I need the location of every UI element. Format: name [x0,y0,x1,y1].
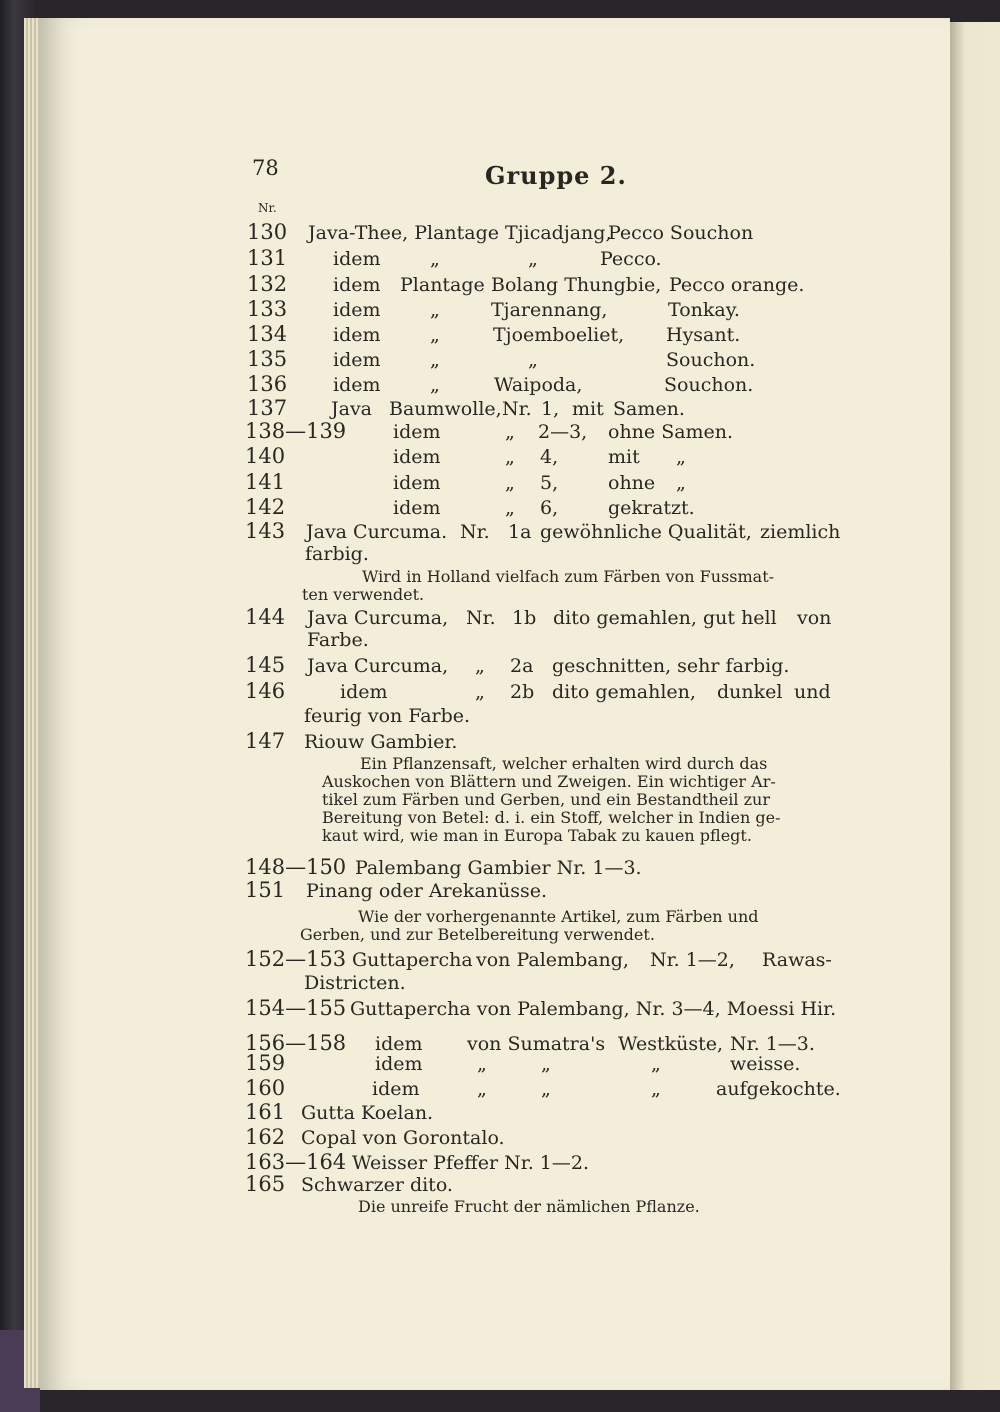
entry-text: Westküste, [618,1033,724,1055]
entry-text: geschnitten, sehr farbig. [552,655,790,677]
entry-text: mit [572,398,604,420]
entry-text: Pinang oder Arekanüsse. [306,880,547,902]
entry-number: 159 [245,1051,286,1075]
entry-text: Nr. [502,398,532,420]
entry-number: 143 [245,519,286,543]
entry-text: Samen. [613,398,685,420]
entry-number: 162 [245,1125,286,1149]
entry-text: „ [475,681,485,703]
entry-text: Nr. [460,521,490,543]
entry-text: idem [333,374,381,396]
entry-text: ziemlich [760,521,841,543]
entry-text: 6, [540,497,559,519]
entry-text: ohne Samen. [608,421,734,443]
entry-number: 151 [245,878,286,902]
entry-text: idem [333,299,381,321]
entry-note-line: Ein Pflanzensaft, welcher erhalten wird durch das [360,754,768,773]
entry-text: idem [372,1078,420,1100]
entry-text: dito gemahlen, [553,607,697,629]
entry-text: idem [333,248,381,270]
entry-number: 145 [245,653,286,677]
entry-text: aufgekochte. [716,1078,841,1100]
column-label: Nr. [258,201,277,215]
entry-text: „ [477,1078,487,1100]
entry-text: „ [528,248,538,270]
entry-text: „ [651,1078,661,1100]
entry-text: dunkel [717,681,783,703]
entry-text: „ [430,349,440,371]
entry-text: Tonkay. [668,299,740,321]
entry-text: Souchon. [664,374,754,396]
entry-text: Guttapercha von Palembang, Nr. 3—4, Moessi Hir. [350,998,837,1020]
entry-text: „ [475,655,485,677]
entry-text: Java [331,398,373,420]
entry-number: 131 [247,246,288,270]
entry-text: Pecco Souchon [608,222,754,244]
entry-continuation: Districten. [304,972,406,994]
entry-text: Rawas- [762,949,832,971]
entry-number: 136 [247,372,288,396]
entry-note-line: Wird in Holland vielfach zum Färben von Fussmat- [362,567,775,586]
entry-number: 141 [245,470,286,494]
entry-text: Tjoemboeliet, [493,324,625,346]
entry-text: von Sumatra's [467,1033,606,1055]
entry-text: Java Curcuma. [306,521,448,543]
page-number: 78 [252,156,279,180]
entry-text: Souchon. [666,349,756,371]
entry-text: ohne [608,472,656,494]
entry-continuation: Farbe. [307,629,369,651]
entry-text: idem [333,324,381,346]
entry-text: Copal von Gorontalo. [301,1127,505,1149]
entry-text: 5, [540,472,559,494]
entry-number: 132 [247,272,288,296]
entry-note-line: Auskochen von Blättern und Zweigen. Ein wichtiger Ar- [322,772,776,791]
entry-text: idem [333,274,381,296]
entry-number: 160 [245,1076,286,1100]
entry-number: 135 [247,347,288,371]
entry-text: Guttapercha [352,949,473,971]
entry-text: Gutta Koelan. [301,1102,434,1124]
entry-text: mit [608,446,640,468]
entry-text: 2b [510,681,535,703]
entry-note-line: Die unreife Frucht der nämlichen Pflanze. [358,1197,700,1216]
entry-text: dito gemahlen, [552,681,696,703]
entry-number: 134 [247,322,288,346]
entry-text: gekratzt. [608,497,695,519]
page-heading: Gruppe 2. [485,161,627,190]
entry-text: Plantage [400,274,485,296]
entry-text: 2a [510,655,534,677]
entry-number: 165 [245,1172,286,1196]
entry-text: 2—3, [538,421,588,443]
entry-text: Nr. [466,607,496,629]
entry-number: 156—158 [245,1031,347,1055]
entry-text: idem [333,349,381,371]
entry-number: 144 [245,605,286,629]
entry-text: Bolang Thungbie, [491,274,662,296]
entry-text: „ [651,1053,661,1075]
entry-number: 154—155 [245,996,347,1020]
entry-text: „ [430,248,440,270]
entry-note-line: Gerben, und zur Betelbereitung verwendet. [300,925,655,944]
entry-number: 133 [247,297,288,321]
entry-text: „ [505,446,515,468]
entry-number: 163—164 [245,1150,347,1174]
entry-text: idem [375,1033,423,1055]
entry-number: 152—153 [245,947,347,971]
entry-number: 161 [245,1100,286,1124]
entry-number: 137 [247,396,288,420]
entry-note-line: Bereitung von Betel: d. i. ein Stoff, welcher in Indien ge- [322,808,781,827]
facing-page-edge [950,22,1000,1390]
entry-text: „ [430,324,440,346]
entry-number: 146 [245,679,286,703]
entry-text: 1b [512,607,537,629]
entry-text: Weisser Pfeffer Nr. 1—2. [352,1152,590,1174]
entry-text: Tjarennang, [491,299,608,321]
entry-text: Pecco. [600,248,662,270]
entry-text: idem [393,497,441,519]
entry-text: „ [505,421,515,443]
entry-text: 4, [540,446,559,468]
entry-text: weisse. [730,1053,801,1075]
entry-text: Waipoda, [494,374,583,396]
entry-text: „ [505,472,515,494]
entry-text: Java Curcuma, [307,607,449,629]
entry-text: „ [541,1053,551,1075]
entry-text: idem [393,421,441,443]
entry-text: idem [375,1053,423,1075]
entry-text: 1a [508,521,532,543]
entry-text: Nr. 1—2, [650,949,735,971]
entry-text: „ [477,1053,487,1075]
entry-number: 138—139 [245,419,347,443]
entry-text: „ [676,446,686,468]
entry-text: von Palembang, [476,949,629,971]
entry-text: von [797,607,832,629]
entry-number: 140 [245,444,286,468]
entry-note-line: tikel zum Färben und Gerben, und ein Bestandtheil zur [322,790,771,809]
entry-text: Pecco orange. [669,274,805,296]
entry-number: 142 [245,495,286,519]
entry-text: Nr. 1—3. [730,1033,815,1055]
entry-text: „ [505,497,515,519]
entry-text: „ [676,472,686,494]
entry-text: „ [430,299,440,321]
entry-text: gewöhnliche Qualität, [540,521,752,543]
entry-continuation: farbig. [305,543,369,565]
entry-text: Hysant. [666,324,741,346]
entry-continuation: feurig von Farbe. [304,705,471,727]
entry-text: Java Curcuma, [307,655,449,677]
entry-text: gut hell [703,607,777,629]
entry-text: Baumwolle, [389,398,502,420]
entry-text: Java-Thee, Plantage Tjicadjang, [308,222,612,244]
entry-number: 148—150 [245,855,347,879]
entry-text: idem [393,446,441,468]
entry-note-line: Wie der vorhergenannte Artikel, zum Färben und [358,907,759,926]
entry-text: idem [340,681,388,703]
entry-text: „ [430,374,440,396]
entry-note-line: kaut wird, wie man in Europa Tabak zu kauen pflegt. [322,826,752,845]
entry-note-line: ten verwendet. [302,585,425,604]
entry-number: 130 [247,220,288,244]
entry-text: „ [528,349,538,371]
entry-text: Schwarzer dito. [301,1174,453,1196]
entry-number: 147 [245,729,286,753]
entry-text: Palembang Gambier Nr. 1—3. [355,857,642,879]
entry-text: und [794,681,831,703]
entry-text: Riouw Gambier. [304,731,458,753]
entry-text: 1, [541,398,560,420]
entry-text: „ [541,1078,551,1100]
entry-text: idem [393,472,441,494]
